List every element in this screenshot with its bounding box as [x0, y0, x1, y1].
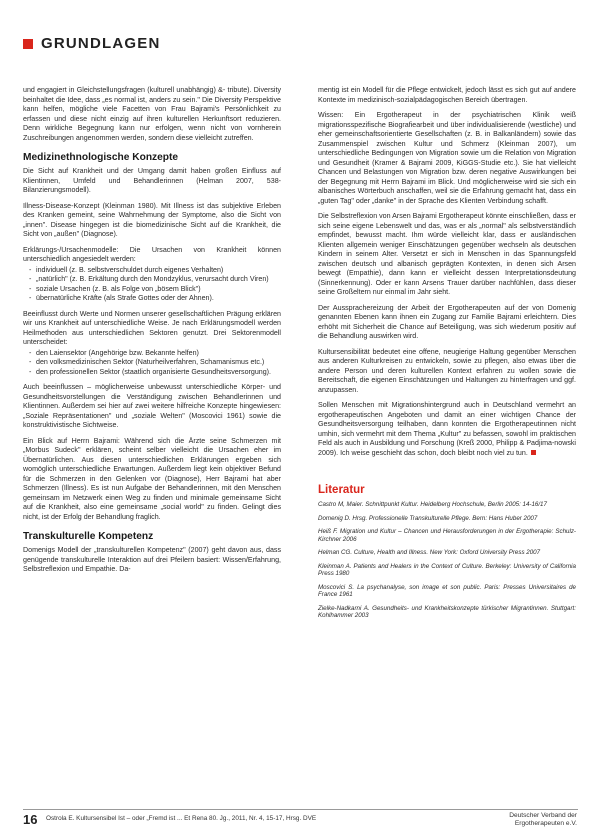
paragraph: Der Aussprachereizung der Arbeit der Ergotherapeuten auf der von Domenig genannten Ebenen kann ihnen ein Zugang zur Familie Bajrami erleichtern. Dies erhöht mit Sicherheit die Chance auf Beteiligung, was sich wiederum positiv auf die Behandlung auswirken wird. [318, 303, 576, 340]
page-number: 16 [23, 812, 38, 827]
paragraph: Erklärungs-/Ursachenmodelle: Die Ursachen von Krankheit können unterschiedlich angesiedelt werden: [23, 245, 281, 263]
cause-list [23, 266, 281, 304]
paragraph: Wissen: Ein Ergotherapeut in der psychiatrischen Klinik weiß migrationsspezifische Biografiearbeit und über individualisierende (westliche) und eher gemeinschaftsorientierte Gesellschaften (z. B. in Balkanländern) sowie das Zusammenspiel zwischen Kultur und Schmerz (Kleinman 2007), um unterschiedliche Bedingungen von Migration sowie um die Relation von Migration und Gesundheit (Kramer & Bajrami 2009, KiGGS-Studie etc.). Sie hat vielleicht Chancen und Belastungen von Migration bzw. deren negative Auswirkungen bei der Begegnung mit Herrn Bajrami im Blick. Und möglicherweise wird sie sich ein albanisches Wörterbuch anschaffen, weil sie die Erfahrung gemacht hat, dass ein „guten Tag" oder „danke" in der Sprache des Klienten Verbindung schafft. [318, 111, 576, 205]
footer-divider [23, 809, 578, 810]
paragraph: Kultursensibilität bedeutet eine offene, neugierige Haltung gegenüber Menschen aus anderen Kulturkreisen zu entwickeln, sowie zu pflegen, also etwas über die andere Person und deren kulturellen Kontext erfahren zu wollen sowie die Bereitschaft, die eigenen Einschätzungen und Haltungen zu hinterfragen und ggf. anzupassen. [318, 347, 576, 394]
red-square-icon [23, 39, 33, 49]
section-header [23, 35, 161, 52]
list-item: - übernatürliche Kräfte (als Strafe Gottes oder der Ahnen). [31, 294, 281, 304]
paragraph: mentig ist ein Modell für die Pflege entwickelt, jedoch lässt es sich gut auf andere Kontexte im medizinisch-sozialpädagogischen Bereich übertragen. [318, 86, 576, 104]
paragraph [318, 401, 576, 458]
paragraph: Domenigs Modell der „transkulturellen Kompetenz" (2007) geht davon aus, dass genügende transkulturelle Interaktion auf drei Pfeilern basiert: Wissen/Erfahrung, Selbstreflexion und Empathie. Da- [23, 546, 281, 573]
paragraph: und engagiert in Gleichstellungsfragen (kulturell unabhängig) &- tribute). Diversity beinhaltet die Idee, dass „es normal ist, anders zu sein." Die Diversity Perspektive kann helfen, mögliche viele Facetten von Frau Bajrami's Persönlichkeit zu erfassen und diese nicht einzig auf ihren kulturellen Herkunftsort reduzieren. Denn wirkliche Begegnung kann nur erfolgen, wenn nicht von vornherein Zuschreibungen angenommen werden, sondern diese vielleicht zutreffen. [23, 86, 281, 142]
paragraph: Ein Blick auf Herrn Bajrami: Während sich die Ärzte seine Schmerzen mit „Morbus Sudeck" erklären, scheint selber vielleicht die Ursachen eher im Übernatürlichen. Aus diesen unterschiedlichen Erklärungen ergeben sich womöglich unterschiedliche Erwartungen. Außerdem liegt kein objektiver Befund für die Schmerzen in den Gelenken vor (Diagnose), Herr Bajrami hat aber Schmerzen (Illness). Es ist nun Aufgabe der Behandlerinnen, mit den Menschen gemeinsam im Netzwerk einen Weg zu finden und minimale gemeinsame Sicht auf die Krankheit, also eine gemeinsame „social world" zu finden. Gelingt dies nicht, ist der Erfolg der Behandlung fraglich. [23, 436, 281, 521]
footer-citation: Ostrola E. Kultursensibel Ist – oder „Fremd ist ... Et Rena 80. Jg., 2011, Nr. 4, 15-17, Hrsg. DVE [46, 815, 317, 822]
literature-item: Heiß F. Migration und Kultur – Chancen und Herausforderungen in der Ergotherapie: Schulz-Kirchner 2006 [318, 528, 576, 543]
list-item: - individuell (z. B. selbstverschuldet durch eigenes Verhalten) [31, 266, 281, 276]
paragraph: Die Selbstreflexion von Arsen Bajrami Ergotherapeut könnte einschließen, dass er sich seine eigene Lebenswelt und das, was er als „normal" als selbstverständlich empfindet, bewusst macht. Ihm würde vielleicht klar, dass er ausländischen Klienten allgemein weniger Einschätzungen gegenüber wechseln als deutschen Kindern in seinem Alter. Versetzt er sich in Menschen in das Spannungsfeld zwischen deutsch und albanisch geprägten Kontexten, in denen sich Arsen bewegt (Empathie), dann kann er vielleicht dessen Interpretationsdeutung (Sinnerkennung). Oder er kann Arsens Trauer darüber nachfühlen, dass dieser seine Großeltern nur einmal im Jahr sieht. [318, 212, 576, 296]
list-item: - soziale Ursachen (z. B. als Folge von „bösem Blick") [31, 285, 281, 295]
paragraph: Die Sicht auf Krankheit und der Umgang damit haben großen Einfluss auf Klientinnen, Umfeld und Behandlerinnen (Helman 2007, 538-Bilanzierungsmodell). [23, 167, 281, 194]
literature-item: Zielke-Nadkarni A. Gesundheits- und Krankheitskonzepte türkischer Migrantinnen. Stuttgart: Kohlhammer 2003 [318, 604, 576, 619]
literature-heading: Literatur [318, 484, 365, 496]
literature-item: Kleinman A. Patients and Healers in the Context of Culture. Berkeley: University of California Press 1980 [318, 562, 576, 577]
list-item: - den Laiensektor (Angehörige bzw. Bekannte helfen) [31, 349, 281, 359]
closing-paragraph-text: Sollen Menschen mit Migrationshintergrund auch in Deutschland vermehrt an ergotherapeutischen Angeboten und damit an einer wichtigen Chance der Gesundheitsversorgung teilhaben, dann konnten die Ergotherapeutinnen nicht umhin, sich vermehrt mit dem Thema „Kultur" zu befassen, sowohl im praktischen Feld als auch in Ausbildung und Forschung (Kreß 2000, Philipp & Padjima-nowski 2009). Ich weise geschieht das schon, doch bleibt noch viel zu tun. [318, 401, 576, 457]
list-item: - den professionellen Sektor (staatlich organisierte Gesundheitsversorgung). [31, 368, 281, 378]
list-item: - den volksmedizinischen Sektor (Naturheilverfahren, Schamanismus etc.) [31, 358, 281, 368]
publisher-line: Deutscher Verband der [509, 812, 577, 819]
paragraph: Illness-Disease-Konzept (Kleinman 1980). Mit Illness ist das subjektive Erleben des Kranken gemeint, seine Wahrnehmung der Symptome, also die Sicht von „innen". Disease hingegen ist die biomedizinische Sicht auf die Krankheit, die Sicht von „außen" (Diagnose). [23, 201, 281, 238]
literature-item: Castro M, Maier. Schnittpunkt Kultur. Heidelberg Hochschule, Berlin 2005: 14-16/17 [318, 501, 547, 508]
publisher-name [509, 812, 577, 828]
heading-transkulturelle-kompetenz: Transkulturelle Kompetenz [23, 531, 154, 542]
paragraph: Beeinflusst durch Werte und Normen unserer gesellschaftlichen Prägung erklären wir uns Krankheit auf unterschiedliche Weise. Je nach Erklärungsmodell werden Heilmethoden aus unterschiedlichen Sektoren genutzt. Drei Sektorenmodell unterscheidet: [23, 309, 281, 346]
section-title: GRUNDLAGEN [41, 35, 161, 52]
end-mark-icon [531, 450, 536, 455]
sector-list [23, 349, 281, 378]
literature-item: Moscovici S. La psychanalyse, son image et son public. Paris: Presses Universitaires de France 1961 [318, 583, 576, 598]
heading-medizinethnologische-konzepte: Medizinethnologische Konzepte [23, 152, 179, 163]
literature-item: Domenig D. Hrsg. Professionelle Transkulturelle Pflege. Bern: Hans Huber 2007 [318, 514, 538, 522]
list-item: - „natürlich" (z. B. Erkältung durch den Mondzyklus, verursacht durch Viren) [31, 275, 281, 285]
paragraph: Auch beeinflussen – möglicherweise unbewusst unterschiedliche Körper- und Gesundheitsvorstellungen die Verständigung zwischen Behandlerinnen und Klientinnen. Außerdem sei hier auf zwei weitere hilfreiche Konzepte hingewiesen: „Soziale Repräsentationen" und „soziale Welten" (Moscovici 1961) sowie die konstruktivistische Sichtweise. [23, 383, 281, 429]
right-column [318, 86, 576, 626]
left-column [23, 86, 281, 581]
publisher-line: Ergotherapeuten e.V. [514, 819, 577, 827]
literature-item: Helman CG. Culture, Health and Illness. New York: Oxford University Press 2007 [318, 549, 541, 556]
